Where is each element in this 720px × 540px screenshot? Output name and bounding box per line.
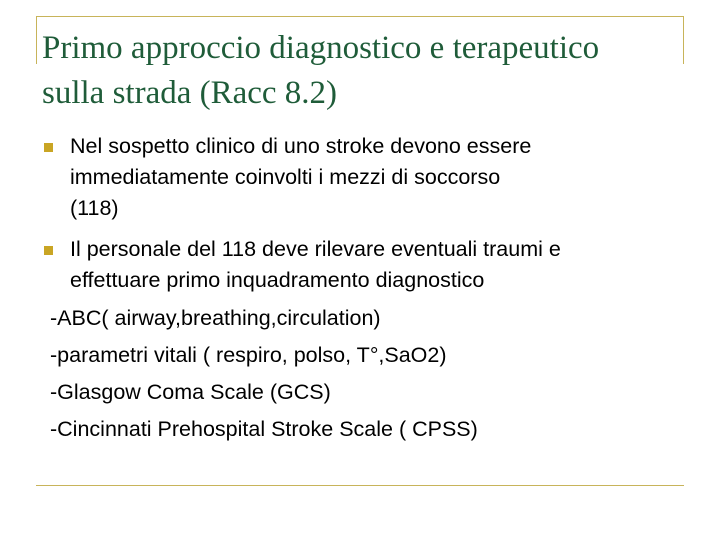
slide-title	[42, 26, 682, 116]
top-rule	[36, 16, 684, 17]
bullet-text	[70, 131, 684, 224]
sub-item-list	[50, 300, 680, 448]
bullet-line: immediatamente coinvolti i mezzi di soccorso	[70, 165, 501, 189]
sub-item: -Cincinnati Prehospital Stroke Scale ( CPSS)	[50, 417, 478, 441]
sub-item: -parametri vitali ( respiro, polso, T°,SaO2)	[50, 343, 447, 367]
sub-item: -ABC( airway,breathing,circulation)	[50, 306, 381, 330]
square-bullet-icon	[44, 143, 53, 152]
bullet-item	[44, 234, 684, 296]
bullet-item	[44, 131, 684, 224]
bottom-rule	[36, 485, 684, 486]
bullet-text	[70, 234, 684, 296]
bullet-line: Il personale del 118 deve rilevare eventuali traumi e	[70, 237, 561, 261]
bullet-line: effettuare primo inquadramento diagnostico	[70, 268, 485, 292]
title-line: Primo approccio diagnostico e terapeutico	[42, 30, 600, 66]
title-line: sulla strada (Racc 8.2)	[42, 75, 338, 111]
square-bullet-icon	[44, 246, 53, 255]
right-rule	[683, 16, 684, 64]
sub-item: -Glasgow Coma Scale (GCS)	[50, 380, 331, 404]
bullet-list	[44, 131, 684, 306]
bullet-line: Nel sospetto clinico di uno stroke devono essere	[70, 134, 532, 158]
bullet-line: (118)	[70, 196, 119, 220]
left-rule	[36, 16, 37, 64]
